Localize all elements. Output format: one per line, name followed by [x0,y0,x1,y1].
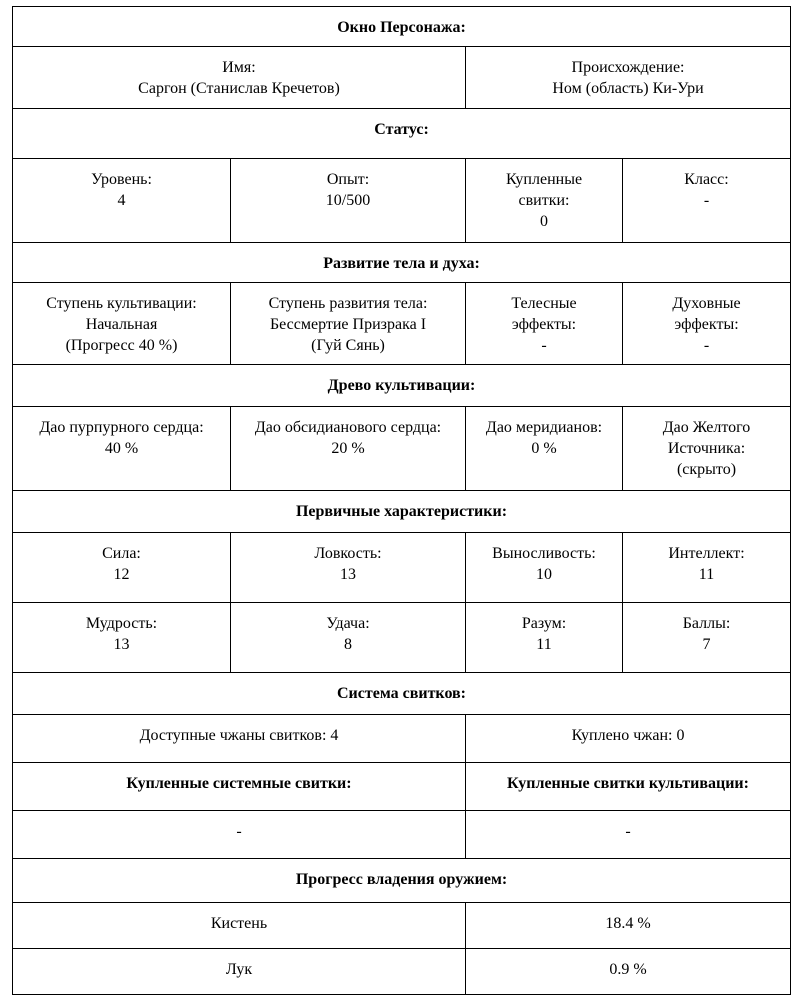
purple-heart-dao-cell [13,407,231,491]
cultivation-stage-value: Начальная [85,316,158,333]
development-header-row [13,243,791,283]
available-scroll-units: Доступные чжаны свитков: 4 [13,715,466,763]
obsidian-heart-dao-label: Дао обсидианового сердца: [254,419,442,436]
spirit-effects-label: Духовные [672,295,741,312]
title-row [13,7,791,47]
bought-scrolls-value: 0 [540,213,548,230]
tree-row [13,407,791,491]
meridian-dao-cell [466,407,623,491]
body-effects-value: - [541,337,547,354]
meridian-dao-value: 0 % [531,440,557,457]
endurance-value: 10 [536,566,552,583]
identity-row [13,47,791,109]
character-sheet-table [12,6,791,995]
body-stage-value: Бессмертие Призрака I [269,316,427,333]
body-stage-sub: (Гуй Сянь) [311,337,385,354]
weapon-name: Кистень [13,903,466,949]
body-stage-cell [231,283,466,365]
weapon-row [13,949,791,995]
bought-system-scrolls-value: - [13,811,466,859]
scroll-availability-row [13,715,791,763]
origin-label: Происхождение: [571,59,685,76]
agility-cell [231,533,466,603]
strength-label: Сила: [102,545,141,562]
bought-scroll-units: Куплено чжан: 0 [466,715,791,763]
yellow-source-dao-cell [623,407,791,491]
experience-value: 10/500 [325,192,371,209]
wisdom-value: 13 [113,636,130,653]
bought-scrolls-header-row [13,763,791,811]
body-effects-label-2: эффекты: [511,316,577,333]
primary-row-2 [13,603,791,673]
yellow-source-dao-label-2: Источника: [667,440,746,457]
strength-value: 12 [113,566,130,583]
status-row [13,159,791,243]
agility-label: Ловкость: [314,545,382,562]
strength-cell [13,533,231,603]
bought-cultivation-scrolls-header: Купленные свитки культивации: [466,763,791,811]
mind-label: Разум: [521,615,567,632]
yellow-source-dao-label: Дао Желтого [662,419,751,436]
luck-cell [231,603,466,673]
spirit-effects-value: - [703,337,710,354]
points-label: Баллы: [682,615,731,632]
class-value: - [703,192,710,209]
sheet-title: Окно Персонажа: [13,7,791,47]
class-label: Класс: [684,171,729,188]
mind-value: 11 [536,636,552,653]
bought-cultivation-scrolls-value: - [466,811,791,859]
endurance-label: Выносливость: [492,545,596,562]
level-cell [13,159,231,243]
name-value: Саргон (Станислав Кречетов) [138,80,340,97]
scroll-system-header-row [13,673,791,715]
body-stage-label: Ступень развития тела: [268,295,428,312]
endurance-cell [466,533,623,603]
level-value: 4 [117,192,126,209]
cultivation-stage-label: Ступень культивации: [46,295,197,312]
spirit-effects-cell [623,283,791,365]
origin-cell [466,47,791,109]
body-effects-label: Телесные [511,295,577,312]
bought-scrolls-values-row [13,811,791,859]
level-label: Уровень: [91,171,152,188]
primary-header: Первичные характеристики: [13,491,791,533]
weapon-progress: 18.4 % [466,903,791,949]
purple-heart-dao-value: 40 % [104,440,139,457]
class-cell [623,159,791,243]
bought-scrolls-cell [466,159,623,243]
points-value: 7 [702,636,711,653]
points-cell [623,603,791,673]
agility-value: 13 [340,566,356,583]
yellow-source-dao-value: (скрыто) [676,461,737,478]
primary-header-row [13,491,791,533]
bought-scrolls-label: Купленные [505,171,583,188]
bought-system-scrolls-header: Купленные системные свитки: [13,763,466,811]
obsidian-heart-dao-value: 20 % [331,440,365,457]
primary-row-1 [13,533,791,603]
name-label: Имя: [222,59,256,76]
intellect-cell [623,533,791,603]
luck-value: 8 [344,636,352,653]
weapon-row [13,903,791,949]
spirit-effects-label-2: эффекты: [674,316,739,333]
weapon-progress: 0.9 % [466,949,791,995]
weapons-header: Прогресс владения оружием: [13,859,791,903]
development-header: Развитие тела и духа: [13,243,791,283]
intellect-value: 11 [698,566,715,583]
origin-value: Ном (область) Ки-Ури [552,80,704,97]
weapon-name: Лук [13,949,466,995]
tree-header: Древо культивации: [13,365,791,407]
wisdom-label: Мудрость: [85,615,158,632]
bought-scrolls-label-2: свитки: [518,192,570,209]
name-cell [13,47,466,109]
meridian-dao-label: Дао меридианов: [485,419,603,436]
scroll-system-header: Система свитков: [13,673,791,715]
mind-cell [466,603,623,673]
status-header-row [13,109,791,159]
cultivation-stage-cell [13,283,231,365]
wisdom-cell [13,603,231,673]
purple-heart-dao-label: Дао пурпурного сердца: [39,419,204,436]
cultivation-progress: (Прогресс 40 %) [65,337,178,354]
experience-label: Опыт: [326,171,370,188]
status-header: Статус: [13,109,791,159]
experience-cell [231,159,466,243]
weapons-header-row [13,859,791,903]
tree-header-row [13,365,791,407]
obsidian-heart-dao-cell [231,407,466,491]
intellect-label: Интеллект: [668,545,745,562]
body-effects-cell [466,283,623,365]
luck-label: Удача: [326,615,370,632]
development-row [13,283,791,365]
